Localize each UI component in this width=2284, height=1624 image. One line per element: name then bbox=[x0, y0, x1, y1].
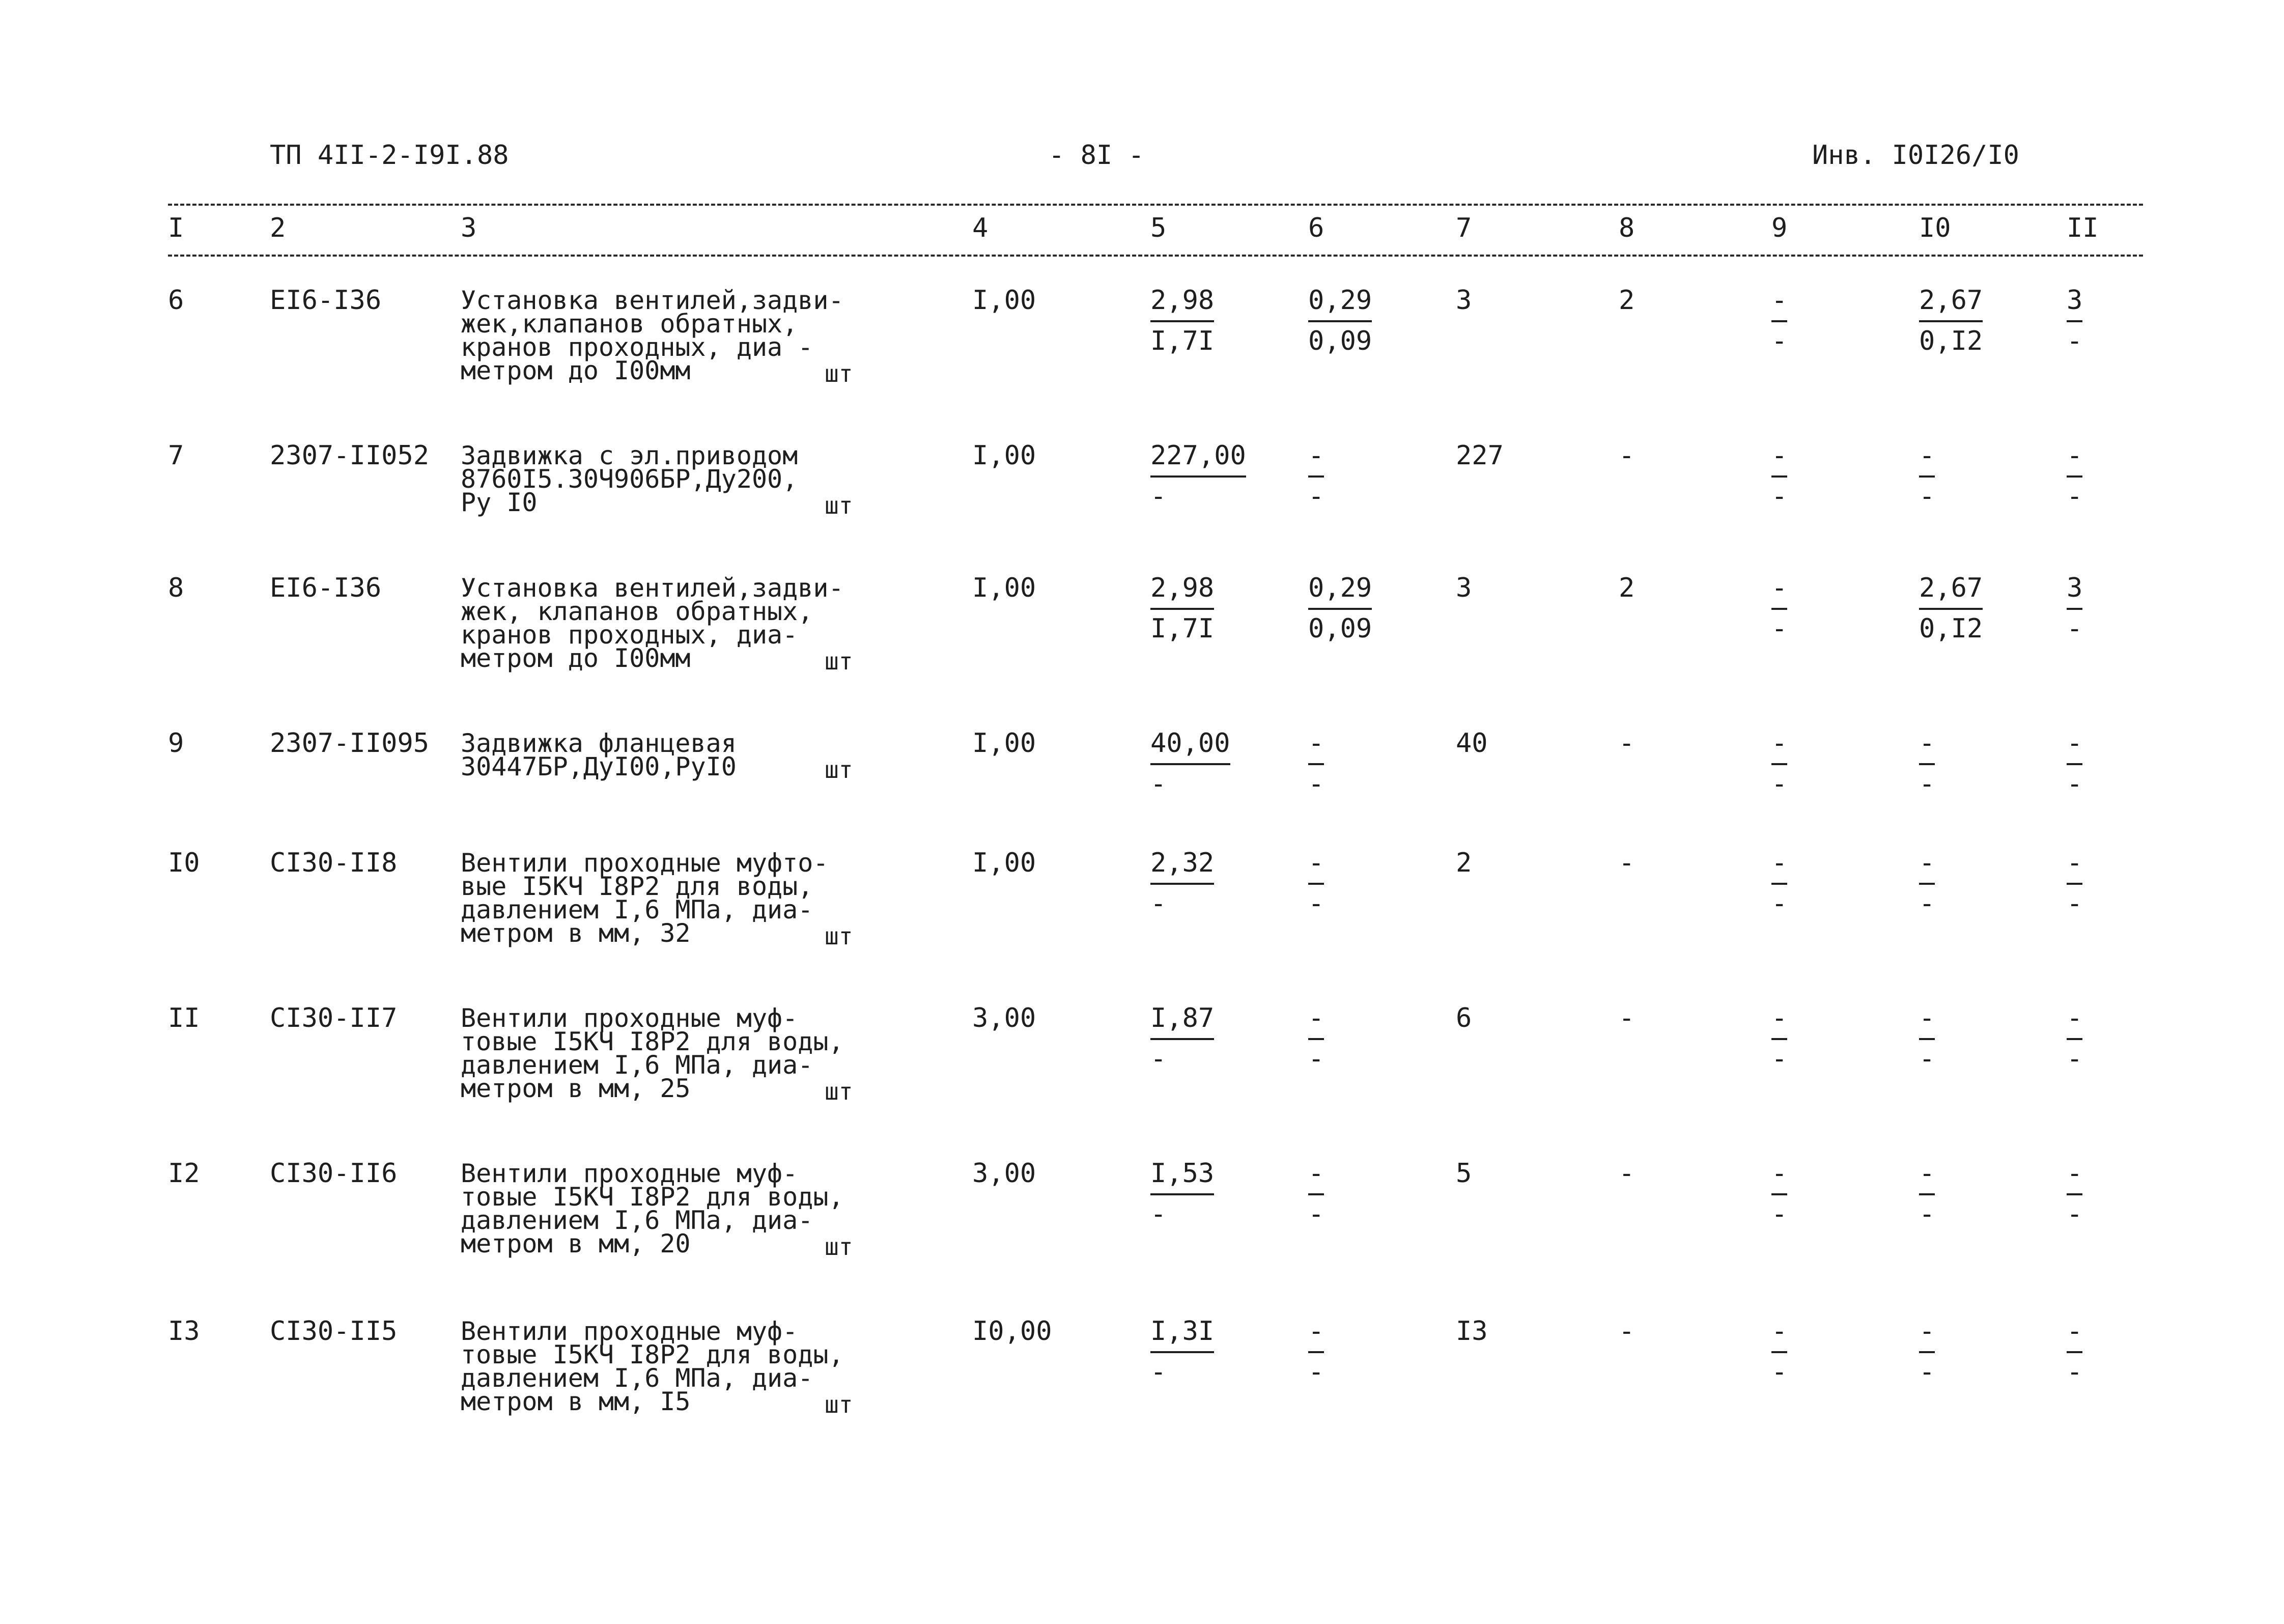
wage-fraction bbox=[1308, 1000, 1324, 1077]
labor-fraction-denominator: - bbox=[1919, 769, 1935, 799]
wage-fraction-denominator: - bbox=[1308, 1357, 1324, 1387]
labor-fraction-denominator: - bbox=[1919, 1044, 1935, 1074]
labor-total-fraction bbox=[2067, 725, 2082, 802]
total-cost: 40 bbox=[1456, 728, 1488, 759]
row-number: 6 bbox=[168, 285, 184, 316]
work-description: Вентили проходные муф- товые I5КЧ I8Р2 для воды, давлением I,6 МПа, диа- метром в мм, 20 bbox=[461, 1159, 844, 1258]
labor-fraction-numerator: - bbox=[1919, 845, 1935, 885]
wage-fraction-denominator: - bbox=[1308, 888, 1324, 919]
row-number: 9 bbox=[168, 728, 184, 759]
labor-total-fraction-denominator: - bbox=[2067, 326, 2083, 356]
labor-total-fraction-numerator: - bbox=[2067, 438, 2082, 478]
unit-of-measure: шт bbox=[825, 756, 853, 783]
wage-fraction-numerator: 0,29 bbox=[1308, 570, 1372, 610]
labor-total-fraction-denominator: - bbox=[2067, 1357, 2083, 1387]
machine-cost-fraction-numerator: - bbox=[1771, 1156, 1787, 1195]
column-header: I bbox=[168, 213, 184, 243]
wage-fraction-denominator: 0,09 bbox=[1308, 613, 1372, 644]
machine-cost-fraction-denominator: - bbox=[1771, 481, 1788, 512]
machine-cost-fraction-numerator: - bbox=[1771, 1000, 1787, 1040]
unit-cost-fraction-numerator: 227,00 bbox=[1150, 438, 1246, 478]
unit-cost-fraction bbox=[1150, 570, 1214, 647]
inventory-number: Инв. I0I26/I0 bbox=[1812, 140, 2019, 171]
labor-total-fraction-numerator: - bbox=[2067, 845, 2082, 885]
machine-cost-fraction-denominator: - bbox=[1771, 1199, 1788, 1229]
total-wages: 2 bbox=[1619, 285, 1635, 316]
total-cost: 5 bbox=[1456, 1158, 1472, 1189]
wage-fraction-denominator: 0,09 bbox=[1308, 326, 1372, 356]
labor-fraction-denominator: - bbox=[1919, 481, 1935, 512]
wage-fraction-denominator: - bbox=[1308, 769, 1324, 799]
labor-fraction-numerator: - bbox=[1919, 438, 1935, 478]
labor-fraction-numerator: - bbox=[1919, 1313, 1935, 1353]
column-header: 4 bbox=[972, 213, 989, 243]
labor-total-fraction bbox=[2067, 570, 2082, 647]
unit-cost-fraction-denominator: - bbox=[1150, 481, 1167, 512]
unit-of-measure: шт bbox=[825, 1391, 853, 1418]
labor-total-fraction bbox=[2067, 283, 2082, 359]
rate-code: CI30-II5 bbox=[270, 1316, 398, 1347]
quantity: 3,00 bbox=[972, 1003, 1036, 1033]
work-description: Установка вентилей,задви- жек, клапанов обратных, кранов проходных, диа- метром до I00мм bbox=[461, 573, 844, 673]
total-wages: - bbox=[1619, 1003, 1635, 1033]
quantity: I0,00 bbox=[972, 1316, 1052, 1347]
wage-fraction-numerator: - bbox=[1308, 845, 1324, 885]
labor-fraction-denominator: 0,I2 bbox=[1919, 326, 1983, 356]
work-description: Установка вентилей,задви- жек,клапанов обратных, кранов проходных, диа - метром до I00мм bbox=[461, 286, 844, 385]
column-header: 3 bbox=[461, 213, 477, 243]
labor-total-fraction bbox=[2067, 438, 2082, 514]
wage-fraction-denominator: - bbox=[1308, 1199, 1324, 1229]
machine-cost-fraction bbox=[1771, 1000, 1787, 1077]
unit-cost-fraction-numerator: I,53 bbox=[1150, 1156, 1214, 1195]
wage-fraction bbox=[1308, 1313, 1324, 1390]
table-header-rule bbox=[168, 255, 2143, 257]
quantity: I,00 bbox=[972, 728, 1036, 759]
column-header: 8 bbox=[1619, 213, 1635, 243]
labor-total-fraction-denominator: - bbox=[2067, 1044, 2083, 1074]
unit-cost-fraction-denominator: - bbox=[1150, 769, 1167, 799]
row-number: I2 bbox=[168, 1158, 200, 1189]
unit-cost-fraction bbox=[1150, 438, 1246, 514]
total-cost: 6 bbox=[1456, 1003, 1472, 1033]
total-wages: - bbox=[1619, 1158, 1635, 1189]
labor-fraction bbox=[1919, 845, 1935, 921]
total-wages: 2 bbox=[1619, 573, 1635, 603]
wage-fraction bbox=[1308, 570, 1372, 647]
labor-fraction bbox=[1919, 438, 1935, 514]
total-cost: 2 bbox=[1456, 848, 1472, 878]
row-number: 7 bbox=[168, 440, 184, 471]
unit-cost-fraction bbox=[1150, 1313, 1214, 1390]
labor-fraction bbox=[1919, 283, 1983, 359]
wage-fraction-numerator: - bbox=[1308, 438, 1324, 478]
column-header: 2 bbox=[270, 213, 286, 243]
column-header: II bbox=[2067, 213, 2099, 243]
wage-fraction-denominator: - bbox=[1308, 1044, 1324, 1074]
machine-cost-fraction bbox=[1771, 725, 1787, 802]
unit-cost-fraction bbox=[1150, 1000, 1214, 1077]
document-code: ТП 4II-2-I9I.88 bbox=[270, 140, 509, 171]
quantity: I,00 bbox=[972, 440, 1036, 471]
unit-cost-fraction-numerator: I,3I bbox=[1150, 1313, 1214, 1353]
unit-cost-fraction-denominator: I,7I bbox=[1150, 326, 1215, 356]
rate-code: EI6-I36 bbox=[270, 285, 382, 316]
rate-code: 2307-II052 bbox=[270, 440, 430, 471]
machine-cost-fraction bbox=[1771, 845, 1787, 921]
machine-cost-fraction-numerator: - bbox=[1771, 570, 1787, 610]
unit-of-measure: шт bbox=[825, 648, 853, 675]
row-number: I3 bbox=[168, 1316, 200, 1347]
labor-fraction-numerator: - bbox=[1919, 1156, 1935, 1195]
machine-cost-fraction-denominator: - bbox=[1771, 326, 1788, 356]
work-description: Вентили проходные муф- товые I5КЧ I8Р2 для воды, давлением I,6 МПа, диа- метром в мм, I5 bbox=[461, 1317, 844, 1416]
unit-cost-fraction-numerator: 2,98 bbox=[1150, 283, 1214, 322]
machine-cost-fraction bbox=[1771, 283, 1787, 359]
labor-total-fraction-numerator: - bbox=[2067, 725, 2082, 765]
table-top-rule bbox=[168, 204, 2143, 206]
wage-fraction-numerator: 0,29 bbox=[1308, 283, 1372, 322]
unit-cost-fraction-denominator: - bbox=[1150, 1357, 1167, 1387]
labor-fraction-numerator: 2,67 bbox=[1919, 283, 1983, 322]
total-wages: - bbox=[1619, 1316, 1635, 1347]
machine-cost-fraction bbox=[1771, 570, 1787, 647]
machine-cost-fraction-denominator: - bbox=[1771, 888, 1788, 919]
column-header: 7 bbox=[1456, 213, 1472, 243]
row-number: 8 bbox=[168, 573, 184, 603]
quantity: I,00 bbox=[972, 285, 1036, 316]
row-number: II bbox=[168, 1003, 200, 1033]
labor-fraction-denominator: - bbox=[1919, 1199, 1935, 1229]
labor-fraction bbox=[1919, 1156, 1935, 1232]
wage-fraction-numerator: - bbox=[1308, 1313, 1324, 1353]
labor-total-fraction-numerator: - bbox=[2067, 1313, 2082, 1353]
machine-cost-fraction bbox=[1771, 438, 1787, 514]
unit-of-measure: шт bbox=[825, 360, 853, 387]
unit-of-measure: шт bbox=[825, 1233, 853, 1261]
column-header: 5 bbox=[1150, 213, 1167, 243]
quantity: 3,00 bbox=[972, 1158, 1036, 1189]
rate-code: CI30-II6 bbox=[270, 1158, 398, 1189]
unit-cost-fraction-numerator: 40,00 bbox=[1150, 725, 1230, 765]
wage-fraction-denominator: - bbox=[1308, 481, 1324, 512]
machine-cost-fraction-denominator: - bbox=[1771, 769, 1788, 799]
total-wages: - bbox=[1619, 848, 1635, 878]
total-wages: - bbox=[1619, 440, 1635, 471]
unit-cost-fraction bbox=[1150, 1156, 1214, 1232]
machine-cost-fraction-numerator: - bbox=[1771, 1313, 1787, 1353]
work-description: Задвижка с эл.приводом 8760I5.30Ч906БР,Ду200, Ру I0 bbox=[461, 441, 798, 517]
labor-total-fraction bbox=[2067, 1156, 2082, 1232]
labor-fraction-denominator: 0,I2 bbox=[1919, 613, 1983, 644]
labor-fraction-numerator: 2,67 bbox=[1919, 570, 1983, 610]
unit-of-measure: шт bbox=[825, 492, 853, 519]
wage-fraction bbox=[1308, 845, 1324, 921]
unit-cost-fraction-denominator: - bbox=[1150, 888, 1167, 919]
column-header: 9 bbox=[1771, 213, 1788, 243]
rate-code: CI30-II8 bbox=[270, 848, 398, 878]
labor-fraction bbox=[1919, 570, 1983, 647]
labor-total-fraction-numerator: - bbox=[2067, 1156, 2082, 1195]
total-cost: 3 bbox=[1456, 573, 1472, 603]
labor-total-fraction bbox=[2067, 1000, 2082, 1077]
total-cost: I3 bbox=[1456, 1316, 1488, 1347]
page-number: - 8I - bbox=[1049, 140, 1144, 171]
labor-total-fraction bbox=[2067, 845, 2082, 921]
quantity: I,00 bbox=[972, 848, 1036, 878]
labor-total-fraction-numerator: 3 bbox=[2067, 570, 2082, 610]
labor-total-fraction-denominator: - bbox=[2067, 1199, 2083, 1229]
labor-fraction bbox=[1919, 1000, 1935, 1077]
machine-cost-fraction-numerator: - bbox=[1771, 725, 1787, 765]
labor-fraction-denominator: - bbox=[1919, 1357, 1935, 1387]
labor-fraction-numerator: - bbox=[1919, 725, 1935, 765]
total-cost: 227 bbox=[1456, 440, 1504, 471]
labor-total-fraction-numerator: 3 bbox=[2067, 283, 2082, 322]
machine-cost-fraction-numerator: - bbox=[1771, 283, 1787, 322]
column-header: I0 bbox=[1919, 213, 1951, 243]
work-description: Вентили проходные муфто- вые I5КЧ I8Р2 для воды, давлением I,6 МПа, диа- метром в мм, 32 bbox=[461, 848, 829, 948]
wage-fraction-numerator: - bbox=[1308, 1000, 1324, 1040]
machine-cost-fraction-denominator: - bbox=[1771, 613, 1788, 644]
total-cost: 3 bbox=[1456, 285, 1472, 316]
rate-code: 2307-II095 bbox=[270, 728, 430, 759]
labor-total-fraction-denominator: - bbox=[2067, 613, 2083, 644]
wage-fraction bbox=[1308, 438, 1324, 514]
work-description: Задвижка фланцевая 30447БР,ДуI00,РуI0 bbox=[461, 729, 737, 781]
labor-fraction-denominator: - bbox=[1919, 888, 1935, 919]
machine-cost-fraction-denominator: - bbox=[1771, 1357, 1788, 1387]
quantity: I,00 bbox=[972, 573, 1036, 603]
labor-fraction bbox=[1919, 725, 1935, 802]
unit-cost-fraction bbox=[1150, 725, 1230, 802]
row-number: I0 bbox=[168, 848, 200, 878]
total-wages: - bbox=[1619, 728, 1635, 759]
machine-cost-fraction-numerator: - bbox=[1771, 438, 1787, 478]
work-description: Вентили проходные муф- товые I5КЧ I8Р2 для воды, давлением I,6 МПа, диа- метром в мм, 25 bbox=[461, 1003, 844, 1103]
wage-fraction-numerator: - bbox=[1308, 725, 1324, 765]
labor-total-fraction-denominator: - bbox=[2067, 888, 2083, 919]
unit-cost-fraction bbox=[1150, 283, 1214, 359]
column-header: 6 bbox=[1308, 213, 1324, 243]
unit-cost-fraction-numerator: I,87 bbox=[1150, 1000, 1214, 1040]
labor-fraction bbox=[1919, 1313, 1935, 1390]
labor-total-fraction bbox=[2067, 1313, 2082, 1390]
unit-cost-fraction bbox=[1150, 845, 1214, 921]
wage-fraction bbox=[1308, 725, 1324, 802]
labor-fraction-numerator: - bbox=[1919, 1000, 1935, 1040]
labor-total-fraction-denominator: - bbox=[2067, 481, 2083, 512]
unit-cost-fraction-denominator: - bbox=[1150, 1199, 1167, 1229]
labor-total-fraction-numerator: - bbox=[2067, 1000, 2082, 1040]
machine-cost-fraction-numerator: - bbox=[1771, 845, 1787, 885]
rate-code: CI30-II7 bbox=[270, 1003, 398, 1033]
unit-cost-fraction-denominator: I,7I bbox=[1150, 613, 1215, 644]
wage-fraction bbox=[1308, 283, 1372, 359]
unit-of-measure: шт bbox=[825, 1078, 853, 1105]
unit-cost-fraction-denominator: - bbox=[1150, 1044, 1167, 1074]
rate-code: EI6-I36 bbox=[270, 573, 382, 603]
unit-cost-fraction-numerator: 2,32 bbox=[1150, 845, 1214, 885]
unit-cost-fraction-numerator: 2,98 bbox=[1150, 570, 1214, 610]
machine-cost-fraction bbox=[1771, 1313, 1787, 1390]
wage-fraction bbox=[1308, 1156, 1324, 1232]
labor-total-fraction-denominator: - bbox=[2067, 769, 2083, 799]
machine-cost-fraction bbox=[1771, 1156, 1787, 1232]
unit-of-measure: шт bbox=[825, 922, 853, 950]
wage-fraction-numerator: - bbox=[1308, 1156, 1324, 1195]
machine-cost-fraction-denominator: - bbox=[1771, 1044, 1788, 1074]
